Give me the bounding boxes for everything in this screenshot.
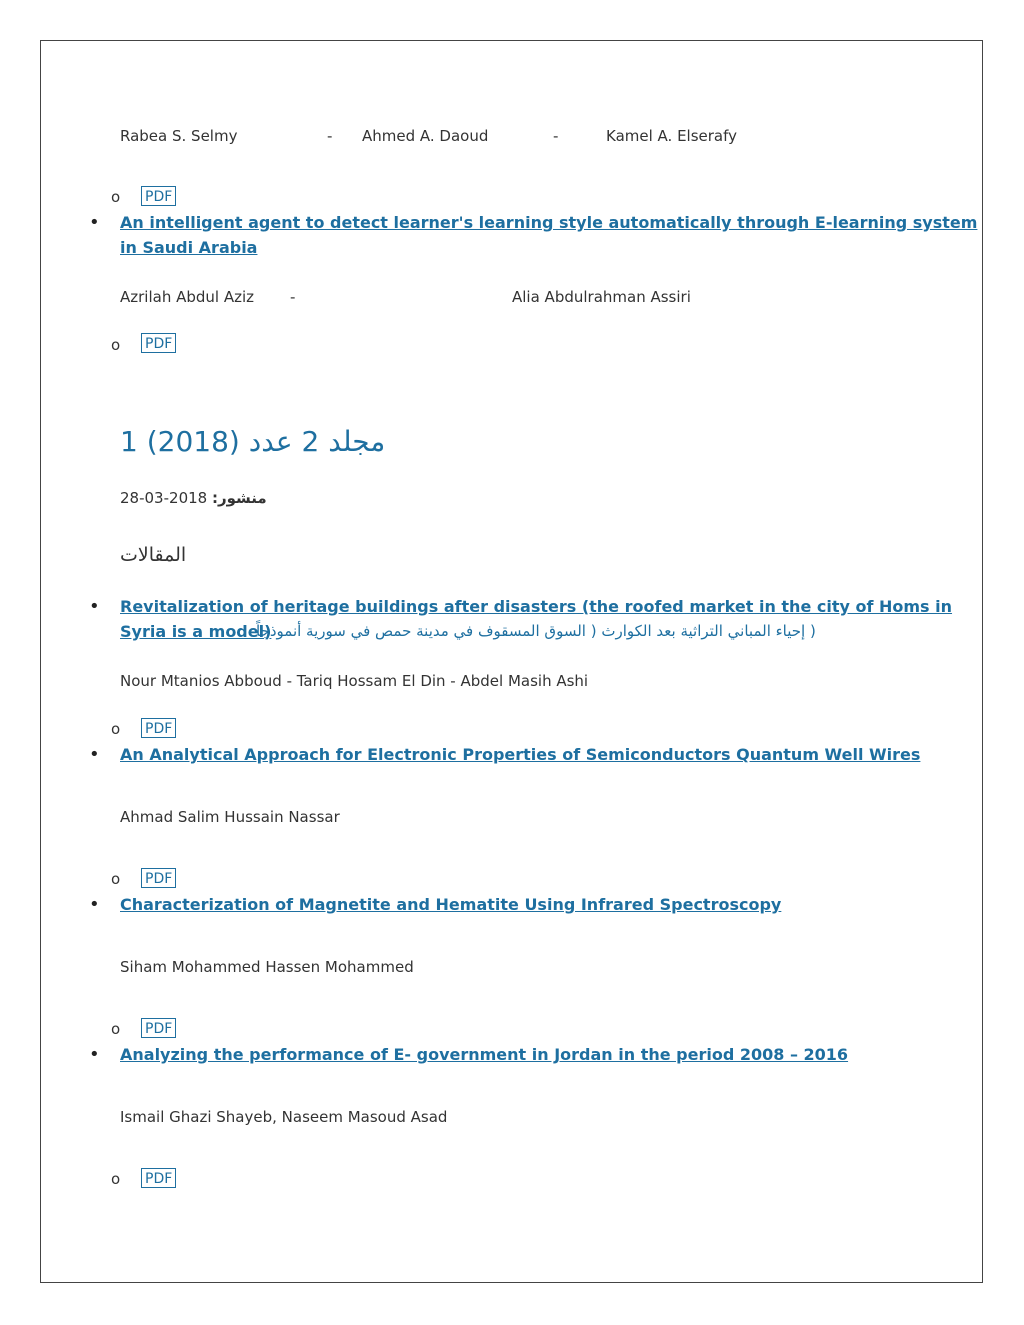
sub-bullet-marker: o — [111, 1020, 121, 1038]
sub-bullet-marker: o — [111, 720, 121, 738]
sub-bullet-marker: o — [111, 336, 121, 354]
bullet-marker: • — [89, 744, 100, 765]
bullet-marker: • — [89, 212, 100, 233]
article-title-link[interactable]: An intelligent agent to detect learner's learning style automatically through E-learning system — [120, 213, 978, 232]
article-title-link[interactable]: Revitalization of heritage buildings after disasters (the roofed market in the city of Homs in — [120, 597, 953, 616]
article-title-link-continued[interactable]: Syria is a model) — [120, 622, 272, 641]
author-separator: - — [327, 127, 333, 145]
bullet-marker: • — [89, 894, 100, 915]
article-authors: Ismail Ghazi Shayeb, Naseem Masoud Asad — [120, 1108, 448, 1126]
article-title-link[interactable]: Analyzing the performance of E- government in Jordan in the period 2008 – 2016 — [120, 1045, 849, 1064]
author-name: Alia Abdulrahman Assiri — [512, 288, 691, 306]
issue-title: 1 مجلد 2 عدد (2018) — [120, 425, 386, 458]
sub-bullet-marker: o — [111, 188, 121, 206]
article-authors: Ahmad Salim Hussain Nassar — [120, 808, 340, 826]
sub-bullet-marker: o — [111, 870, 121, 888]
author-separator: - — [290, 288, 296, 306]
published-label: منشور: — [212, 489, 267, 507]
sub-bullet-marker: o — [111, 1170, 121, 1188]
pdf-link[interactable]: PDF — [141, 186, 176, 206]
bullet-marker: • — [89, 1044, 100, 1065]
article-title-link[interactable]: Characterization of Magnetite and Hematite Using Infrared Spectroscopy — [120, 895, 782, 914]
pdf-link[interactable]: PDF — [141, 1168, 176, 1188]
published-date: 2018-03-28 — [120, 489, 208, 507]
author-separator: - — [553, 127, 559, 145]
articles-heading: المقالات — [120, 544, 187, 566]
article-title-link-continued[interactable]: in Saudi Arabia — [120, 238, 258, 257]
author-name: Ahmed A. Daoud — [362, 127, 489, 145]
pdf-link[interactable]: PDF — [141, 1018, 176, 1038]
pdf-link[interactable]: PDF — [141, 718, 176, 738]
pdf-link[interactable]: PDF — [141, 868, 176, 888]
article-title-link[interactable]: An Analytical Approach for Electronic Properties of Semiconductors Quantum Well Wires — [120, 745, 921, 764]
pdf-link[interactable]: PDF — [141, 333, 176, 353]
article-authors: Nour Mtanios Abboud - Tariq Hossam El Din - Abdel Masih Ashi — [120, 672, 589, 690]
published-line — [120, 489, 267, 507]
author-name: Kamel A. Elserafy — [606, 127, 738, 145]
article-authors: Siham Mohammed Hassen Mohammed — [120, 958, 414, 976]
bullet-marker: • — [89, 596, 100, 617]
author-name: Azrilah Abdul Aziz — [120, 288, 255, 306]
article-title-arabic[interactable]: ( إحياء المباني التراثية بعد الكوارث ( السوق المسقوف في مدينة حمص في سورية أنموذجاً — [256, 622, 816, 640]
author-name: Rabea S. Selmy — [120, 127, 238, 145]
